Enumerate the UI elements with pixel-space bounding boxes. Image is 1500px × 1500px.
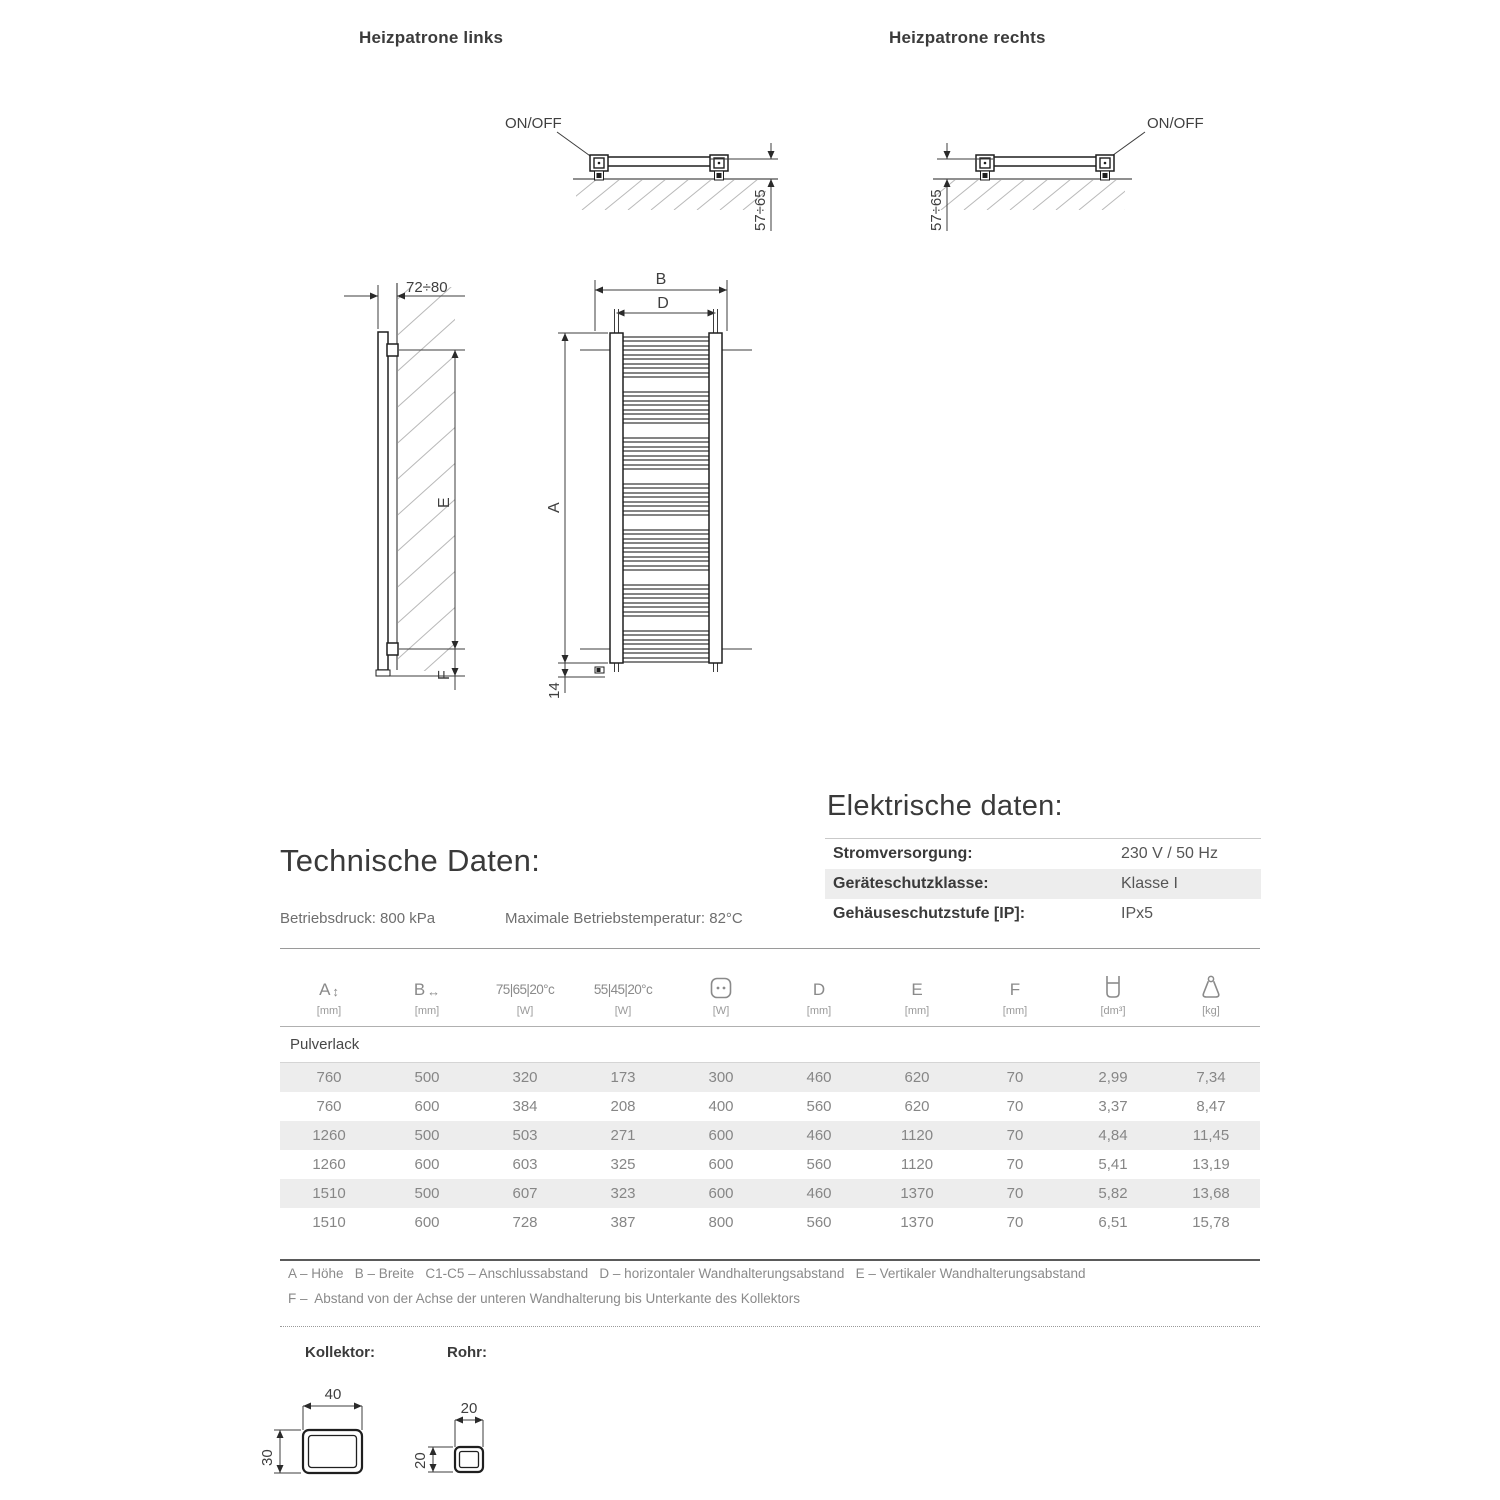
diagram-heizpatrone-links bbox=[460, 98, 790, 238]
on-off-label: ON/OFF bbox=[505, 115, 562, 132]
depth-range-label: 72÷80 bbox=[406, 279, 448, 296]
spec-cell: 560 bbox=[806, 1156, 832, 1173]
electrical-label: Stromversorgung: bbox=[833, 845, 973, 862]
dim-f-label: F bbox=[436, 670, 453, 680]
spec-cell: 800 bbox=[708, 1214, 734, 1231]
spec-cell: 607 bbox=[512, 1185, 538, 1202]
kollektor-height-label: 30 bbox=[259, 1449, 276, 1466]
spec-cell: 1260 bbox=[312, 1127, 346, 1144]
spec-column-header bbox=[868, 949, 966, 1026]
spec-column-symbol: 75|65|20°c bbox=[495, 982, 555, 998]
dim-14-label: 14 bbox=[546, 682, 563, 699]
e-dimension bbox=[399, 350, 465, 649]
spec-cell: 400 bbox=[708, 1098, 734, 1115]
spec-column-unit: [mm] bbox=[806, 1005, 832, 1017]
diagram-heizpatrone-rechts bbox=[905, 98, 1235, 238]
spec-cell: 1260 bbox=[312, 1156, 346, 1173]
spec-cell: 600 bbox=[414, 1156, 440, 1173]
leader-line bbox=[1109, 132, 1145, 158]
spec-column-symbol: A bbox=[319, 980, 331, 999]
electrical-label: Gehäuseschutzstufe [IP]: bbox=[833, 905, 1026, 922]
dotted-divider bbox=[280, 1326, 1260, 1327]
spec-cell: 600 bbox=[708, 1156, 734, 1173]
spec-column-header bbox=[1162, 949, 1260, 1026]
spec-cell: 7,34 bbox=[1196, 1069, 1226, 1086]
dim-b-label: B bbox=[655, 271, 667, 288]
operating-pressure: Betriebsdruck: 800 kPa bbox=[280, 910, 436, 927]
diagram-front-view bbox=[530, 265, 800, 715]
spec-cell: 8,47 bbox=[1196, 1098, 1226, 1115]
electrical-row bbox=[825, 899, 1261, 929]
bottom-foot bbox=[595, 667, 604, 673]
spec-cell: 325 bbox=[610, 1156, 636, 1173]
spec-column-unit: [W] bbox=[516, 1005, 534, 1017]
rohr-height-label: 20 bbox=[412, 1452, 429, 1469]
spec-cell: 760 bbox=[316, 1069, 342, 1086]
spec-cell: 1370 bbox=[900, 1214, 934, 1231]
spec-column-header bbox=[966, 949, 1064, 1026]
legend-line-2: F – Abstand von der Achse der unteren Wandhalterung bis Unterkante des Kollektors bbox=[288, 1291, 801, 1306]
spec-cell: 620 bbox=[904, 1098, 930, 1115]
diagram-rohr bbox=[395, 1372, 505, 1487]
wall-offset-label: 57÷65 bbox=[928, 189, 945, 231]
spec-column-symbol: F bbox=[1009, 980, 1021, 999]
spec-column-unit: [dm³] bbox=[1100, 1005, 1126, 1017]
spec-cell: 500 bbox=[414, 1069, 440, 1086]
wall-hatch bbox=[391, 265, 461, 715]
depth-dimension bbox=[344, 279, 465, 329]
technical-data-title: Technische Daten: bbox=[280, 843, 541, 878]
kollektor-title: Kollektor: bbox=[305, 1344, 376, 1361]
spec-table-bottom-rule bbox=[280, 1259, 1260, 1261]
spec-cell: 2,99 bbox=[1098, 1069, 1128, 1086]
spec-cell: 384 bbox=[512, 1098, 538, 1115]
spec-cell: 173 bbox=[610, 1069, 636, 1086]
weight-icon bbox=[1200, 975, 1222, 1000]
spec-cell: 600 bbox=[414, 1214, 440, 1231]
spec-column-unit: [mm] bbox=[316, 1005, 342, 1017]
spec-section-label: Pulverlack bbox=[290, 1036, 360, 1053]
spec-cell: 1510 bbox=[312, 1185, 346, 1202]
dimension-arrow-icon: ↕ bbox=[332, 984, 339, 999]
left-rail bbox=[610, 333, 623, 663]
spec-cell: 760 bbox=[316, 1098, 342, 1115]
spec-column-header bbox=[770, 949, 868, 1026]
rohr-width-dimension bbox=[455, 1417, 483, 1448]
spec-column-header bbox=[378, 949, 476, 1026]
spec-cell: 70 bbox=[1006, 1127, 1024, 1144]
spec-cell: 460 bbox=[806, 1185, 832, 1202]
spec-cell: 600 bbox=[414, 1098, 440, 1115]
d-dimension bbox=[617, 295, 716, 317]
radiator-bar bbox=[597, 157, 727, 166]
electrical-row bbox=[825, 869, 1261, 899]
rohr-title: Rohr: bbox=[447, 1344, 487, 1361]
electrical-value: Klasse I bbox=[1121, 875, 1178, 892]
heading-heizpatrone-rechts: Heizpatrone rechts bbox=[889, 28, 1046, 47]
right-rail bbox=[709, 333, 722, 663]
spec-cell: 460 bbox=[806, 1069, 832, 1086]
spec-column-header bbox=[476, 949, 574, 1026]
spec-column-header bbox=[1064, 949, 1162, 1026]
spec-cell: 70 bbox=[1006, 1214, 1024, 1231]
panel-foot bbox=[376, 670, 390, 676]
spec-cell: 11,45 bbox=[1192, 1127, 1230, 1144]
spec-cell: 600 bbox=[708, 1185, 734, 1202]
spec-cell: 728 bbox=[512, 1214, 538, 1231]
volume-icon bbox=[1103, 975, 1123, 1000]
spec-column-unit: [mm] bbox=[1002, 1005, 1028, 1017]
radiator-side-panel bbox=[378, 332, 388, 670]
kollektor-outer-profile bbox=[303, 1430, 362, 1473]
spec-cell: 620 bbox=[904, 1069, 930, 1086]
kollektor-width-label: 40 bbox=[324, 1386, 342, 1403]
spec-cell: 603 bbox=[512, 1156, 538, 1173]
spec-cell: 560 bbox=[806, 1214, 832, 1231]
spec-cell: 460 bbox=[806, 1127, 832, 1144]
spec-column-header bbox=[672, 949, 770, 1026]
socket-icon bbox=[709, 976, 733, 1000]
spec-cell: 1370 bbox=[900, 1185, 934, 1202]
right-bracket bbox=[1096, 155, 1114, 180]
electrical-row bbox=[825, 839, 1261, 869]
spec-table-spacer bbox=[280, 1237, 1260, 1259]
dim-d-label: D bbox=[657, 295, 669, 312]
rohr-height-dimension bbox=[412, 1447, 453, 1472]
spec-cell: 3,37 bbox=[1098, 1098, 1128, 1115]
spec-cell: 560 bbox=[806, 1098, 832, 1115]
kollektor-height-dimension bbox=[259, 1430, 301, 1473]
spec-table bbox=[280, 948, 1260, 1261]
spec-column-unit: [W] bbox=[614, 1005, 632, 1017]
legend-line-1: A – Höhe B – Breite C1-C5 – Anschlussabstand D – horizontaler Wandhalterungsabstand E – Vertikaler Wandhalterungsabstand bbox=[288, 1266, 1086, 1281]
on-off-label: ON/OFF bbox=[1147, 115, 1204, 132]
electrical-label: Geräteschutzklasse: bbox=[833, 875, 989, 892]
spec-cell: 70 bbox=[1006, 1185, 1024, 1202]
spec-column-header bbox=[280, 949, 378, 1026]
spec-cell: 70 bbox=[1006, 1069, 1024, 1086]
lower-wall-bracket bbox=[387, 643, 398, 655]
radiator-bar bbox=[983, 157, 1113, 166]
upper-wall-bracket bbox=[387, 344, 398, 356]
spec-column-unit: [kg] bbox=[1202, 1005, 1220, 1017]
spec-column-unit: [W] bbox=[712, 1005, 730, 1017]
spec-cell: 320 bbox=[512, 1069, 538, 1086]
spec-cell: 70 bbox=[1006, 1098, 1024, 1115]
electrical-value: 230 V / 50 Hz bbox=[1121, 845, 1218, 862]
radiator-rungs bbox=[623, 337, 709, 662]
diagram-side-view bbox=[260, 265, 540, 715]
diagram-kollektor bbox=[250, 1372, 390, 1487]
spec-table-body bbox=[280, 1063, 1260, 1237]
spec-column-symbol: 55|45|20°c bbox=[593, 982, 653, 998]
spec-cell: 1510 bbox=[312, 1214, 346, 1231]
spec-cell: 208 bbox=[610, 1098, 636, 1115]
electrical-value: IPx5 bbox=[1121, 905, 1154, 922]
spec-table-row bbox=[280, 1179, 1260, 1208]
dim-a-label: A bbox=[546, 502, 563, 513]
a-dimension bbox=[546, 333, 608, 663]
spec-column-symbol: D bbox=[812, 980, 826, 999]
kollektor-width-dimension bbox=[303, 1403, 362, 1431]
spec-cell: 271 bbox=[610, 1127, 636, 1144]
spec-cell: 13,19 bbox=[1192, 1156, 1230, 1173]
spec-cell: 500 bbox=[414, 1185, 440, 1202]
wall-offset-label: 57÷65 bbox=[752, 189, 769, 231]
max-operating-temperature: Maximale Betriebstemperatur: 82°C bbox=[505, 910, 743, 927]
spec-table-header bbox=[280, 949, 1260, 1027]
spec-cell: 4,84 bbox=[1098, 1127, 1128, 1144]
rohr-width-label: 20 bbox=[460, 1400, 478, 1417]
spec-cell: 1120 bbox=[900, 1156, 934, 1173]
spec-cell: 387 bbox=[610, 1214, 636, 1231]
spec-cell: 300 bbox=[708, 1069, 734, 1086]
spec-table-row bbox=[280, 1121, 1260, 1150]
spec-cell: 323 bbox=[610, 1185, 636, 1202]
spec-cell: 15,78 bbox=[1192, 1214, 1230, 1231]
leader-line bbox=[557, 132, 593, 158]
spec-cell: 6,51 bbox=[1098, 1214, 1128, 1231]
dim-e-label: E bbox=[436, 497, 453, 508]
spec-cell: 1120 bbox=[900, 1127, 934, 1144]
spec-column-symbol: E bbox=[911, 980, 923, 999]
spec-cell: 5,82 bbox=[1098, 1185, 1128, 1202]
electrical-data-title: Elektrische daten: bbox=[827, 790, 1063, 822]
spec-table-row bbox=[280, 1208, 1260, 1237]
heading-heizpatrone-links: Heizpatrone links bbox=[359, 28, 504, 47]
spec-cell: 600 bbox=[708, 1127, 734, 1144]
spec-column-unit: [mm] bbox=[904, 1005, 930, 1017]
spec-table-row bbox=[280, 1150, 1260, 1179]
dimension-arrow-icon: ↔ bbox=[427, 984, 441, 999]
spec-cell: 503 bbox=[512, 1127, 538, 1144]
spec-table-row bbox=[280, 1092, 1260, 1121]
spec-cell: 13,68 bbox=[1192, 1185, 1230, 1202]
spec-column-unit: [mm] bbox=[414, 1005, 440, 1017]
left-bracket bbox=[590, 155, 608, 180]
spec-column-symbol: B bbox=[413, 980, 426, 999]
spec-cell: 70 bbox=[1006, 1156, 1024, 1173]
spec-table-row bbox=[280, 1063, 1260, 1092]
spec-cell: 5,41 bbox=[1098, 1156, 1128, 1173]
spec-cell: 500 bbox=[414, 1127, 440, 1144]
spec-section-row bbox=[280, 1027, 1260, 1063]
spec-column-header bbox=[574, 949, 672, 1026]
electrical-table bbox=[825, 838, 1261, 929]
